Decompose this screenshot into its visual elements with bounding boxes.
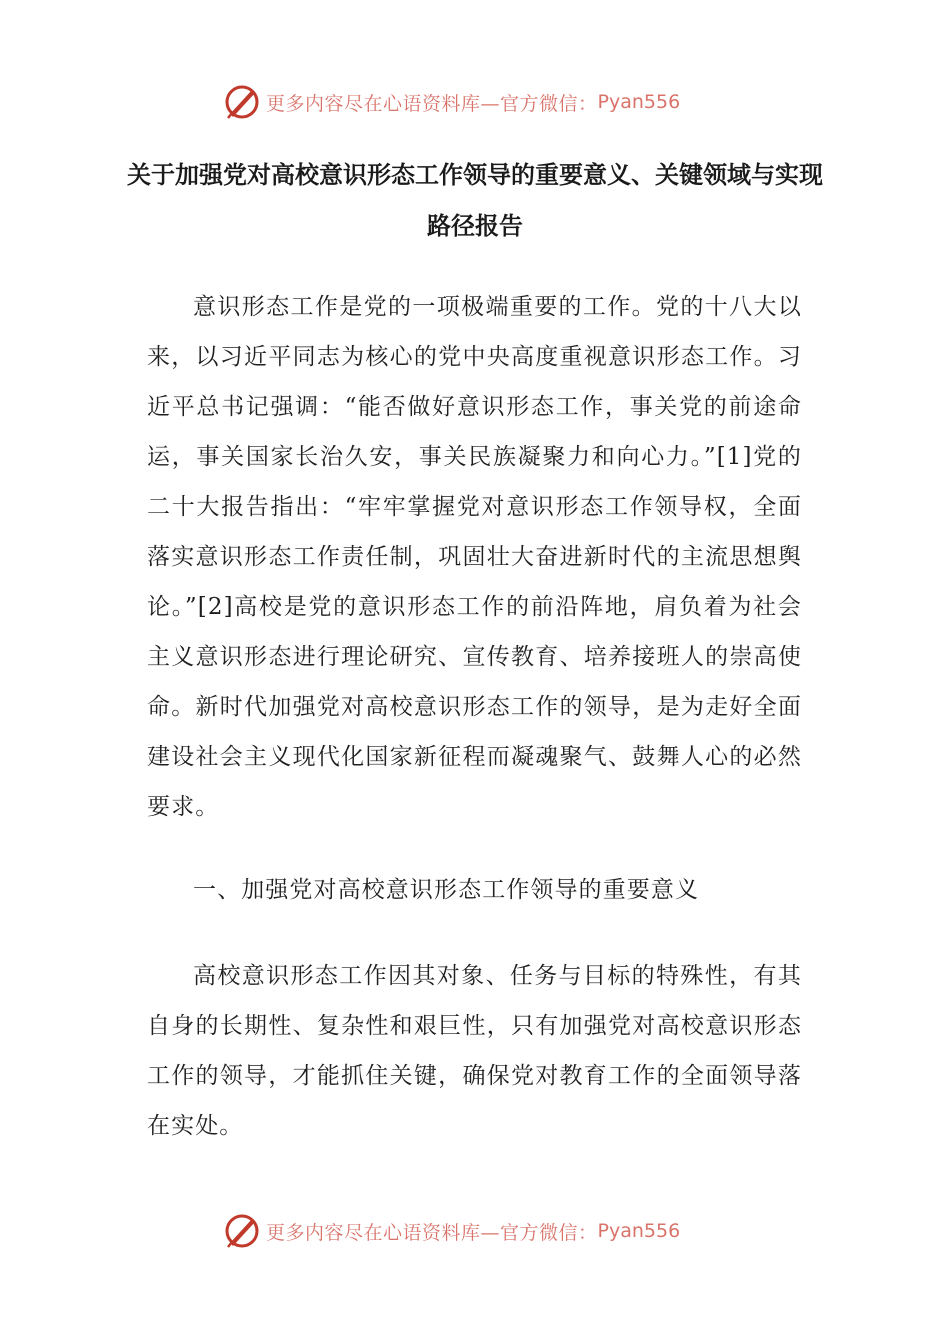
section-paragraph: 高校意识形态工作因其对象、任务与目标的特殊性，有其自身的长期性、复杂性和艰巨性，只有加强党对高校意识形态工作的领导，才能抓住关键，确保党对教育工作的全面领导落在实处。 (147, 963, 802, 1139)
quill-logo-icon (222, 1211, 262, 1251)
banner-wechat-id: Pyan556 (597, 1220, 681, 1242)
intro-paragraph: 意识形态工作是党的一项极端重要的工作。党的十八大以来，以习近平同志为核心的党中央高度重视意识形态工作。习近平总书记强调：“能否做好意识形态工作，事关党的前途命运，事关国家长治久安，事关民族凝聚力和向心力。”[1]党的二十大报告指出：“牢牢掌握党对意识形态工作领导权，全面落实意识形态工作责任制，巩固壮大奋进新时代的主流思想舆论。”[2]高校是党的意识形态工作的前沿阵地，肩负着为社会主义意识形态进行理论研究、宣传教育、培养接班人的崇高使命。新时代加强党对高校意识形态工作的领导，是为走好全面建设社会主义现代化国家新征程而凝魂聚气、鼓舞人心的必然要求。 (147, 294, 802, 820)
banner-text: 更多内容尽在心语资料库—官方微信： (266, 1221, 598, 1244)
section-heading: 一、加强党对高校意识形态工作领导的重要意义 (193, 877, 700, 903)
footer-watermark-banner (222, 1211, 680, 1251)
banner-wechat-id: Pyan556 (597, 91, 681, 113)
banner-text: 更多内容尽在心语资料库—官方微信： (266, 92, 598, 115)
header-watermark-banner (222, 82, 680, 122)
quill-logo-icon (222, 82, 262, 122)
document-title: 关于加强党对高校意识形态工作领导的重要意义、关键领域与实现路径报告 (127, 161, 823, 240)
